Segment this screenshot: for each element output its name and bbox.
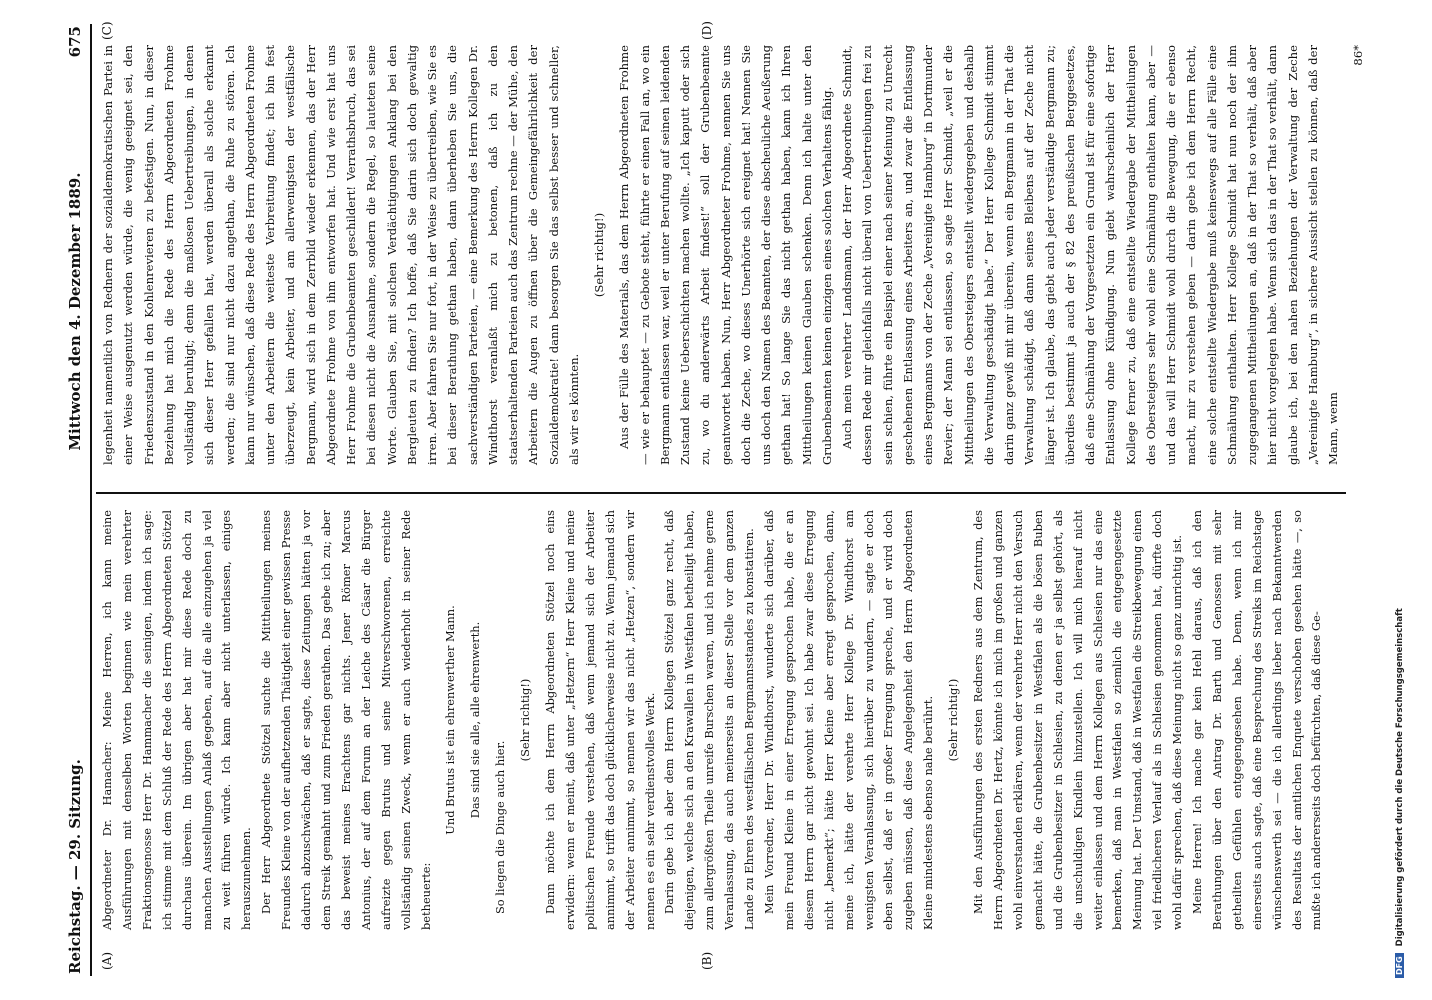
paragraph: Dann möchte ich dem Herrn Abgeordneten Stötzel noch eins erwidern: wenn er meint, daß unter „Hetzern“ Herr Kleine und meine politischen Freunde verstehen, daß wenn jemand sich der Arbeiter annimmt, so trifft das doch glücklicherweise nicht zu. Wenn jemand sich der Arbeiter annimmt, so nennen wir das nicht „Hetzen“, sondern wir nennen es ein sehr verdienstvolles Werk. <box>543 510 657 930</box>
column-divider <box>96 492 1346 494</box>
verse-line: Das sind sie alle, alle ehrenwerth. <box>468 621 483 819</box>
verse-line: Und Brutus ist ein ehrenwerther Mann. <box>443 605 458 835</box>
paragraph: Der Herr Abgeordnete Stötzel suchte die Mittheilungen meines Freundes Kleine von der aufhetzenden Thätigkeit einer gewissen Presse dadurch abzuschwächen, daß er sagte, diese Zeitungen hätten ja vor dem Streik gemahnt und zum Frieden gerathen. Das gebe ich zu; aber das beweist meines Erachtens gar nichts. Jener Römer Marcus Antonius, der auf dem Forum an der Leiche des Cäsar die Bürger aufreizte gegen Brutus und seine Mitverschworenen, erreichte vollständig seinen Zweck, wenn er auch wiederholt in seiner Rede betheuerte: <box>259 510 433 930</box>
paragraph: Mit den Ausführungen des ersten Redners aus dem Zentrum, des Herrn Abgeordneten Dr. Hertz, könnte ich mich im großen und ganzen wohl einverstanden erklären, wenn der verehrte Herr nicht den Versuch gemacht hätte, die Grubenbesitzer in Westfalen als die bösen Buben und die Grubenbesitzer in Schlesien, zu denen er ja selbst gehört, als die unschuldigen Kindlein hinzustellen. Ich will mich hierauf nicht weiter einlassen und dem Herrn Kollegen aus Schlesien nur das eine bemerken, daß man in Westfalen so ziemlich die entgegengesetzte Meinung hat. Der Umstand, daß in Westfalen die Streikbewegung einen viel friedlicheren Verlauf als in Schlesien genommen hat, dürfte doch wohl dafür sprechen, daß diese Meinung nicht so ganz unrichtig ist. <box>971 510 1185 930</box>
marker-d: (D) <box>700 21 714 40</box>
signature-mark: 86* <box>1351 45 1366 66</box>
right-column <box>98 45 1374 465</box>
digitization-text: Digitalisierung gefördert durch die Deutsche Forschungsgemeinschaft <box>1395 608 1405 947</box>
digitization-note <box>1395 18 1405 978</box>
page-number: 675 <box>66 26 84 58</box>
header-date: Mittwoch den 4. Dezember 1889. <box>66 172 84 451</box>
paragraph: So liegen die Dinge auch hier. <box>493 740 508 914</box>
paragraph: Mein Vorredner, Herr Dr. Windthorst, wunderte sich darüber, daß mein Freund Kleine in einer Erregung gesprochen habe, die er an diesem Herrn gar nicht gewohnt sei. Ich habe zwar diese Erregung nicht „bemerkt“; hätte Herr Kleine aber erregt gesprochen, dann, meine ich, hätte der verehrte Herr Kollege Dr. Windthorst am wenigsten Veranlassung, sich hierüber zu wundern, — sagte er doch eben selbst, daß er in großer Erregung spreche, und er wird doch zugeben müssen, daß diese Angelegenheit den Herrn Abgeordneten Kleine mindestens ebenso nahe berührt. <box>762 510 936 930</box>
paragraph: Auch mein verehrter Landsmann, der Herr Abgeordnete Schmidt, dessen Rede mir gleichfalls nicht überall von Uebertreibungen frei zu sein schien, führte ein Beispiel einer nach seiner Meinung zu Unrecht geschehenen Entlassung eines Arbeiters an, und zwar die Entlassung eines Bergmanns von der Zeche „Vereinigte Hamburg“ in Dortmunder Revier; der Mann sei entlassen, so sagte Herr Schmidt, „weil er die Mittheilungen des Obersteigers entstellt wiedergegeben und deshalb die Verwaltung geschädigt habe.“ Der Herr Kollege Schmidt stimmt darin ganz gewiß mit mir überein, wenn ein Bergmann in der That die Verwaltung schädigt, daß dann seines Bleibens auf der Zeche nicht länger ist. Ich glaube, das giebt auch jeder verständige Bergmann zu; überdies bestimmt ja auch der § 82 des preußischen Berggesetzes, daß eine Schmähung der Vorgesetzten ein Grund ist für eine sofortige Entlassung ohne Kündigung. Nun giebt wahrscheinlich der Herr Kollege ferner zu, daß eine entstellte Wiedergabe der Mittheilungen des Obersteigers sehr wohl eine Schmähung enthalten kann, aber — und das will Herr Schmidt wohl durch die Bewegung, die er ebenso macht, mir zu verstehen geben — darin gebe ich dem Herrn Recht, eine solche entstellte Wiedergabe muß keineswegs auf alle Fälle eine Schmähung enthalten. Herr Kollege Schmidt hat nun noch der ihm zugegangenen Mittheilungen an, daß in der That so verhält, daß aber hier nicht vorgelegen habe. Wenn sich das in der That so verhält, dann glaube ich, bei den nahen Beziehungen der Verwaltung der Zeche „Vereinigte Hamburg“, in sichere Aussicht stellen zu können, daß der Mann, wenn <box>840 45 1340 465</box>
paragraph: Darin gebe ich aber dem Herrn Kollegen Stötzel ganz recht, daß diejenigen, welche sich an den Krawallen in Westfalen betheiligt haben, zum allergrößten Theile unreife Burschen waren, und ich nehme gerne Veranlassung, das auch meinerseits an dieser Stelle vor dem ganzen Lande zu Ehren des westfälischen Bergmannsstandes zu konstatiren. <box>662 510 757 930</box>
left-column <box>98 510 1327 930</box>
header-right <box>66 26 84 451</box>
header-rule <box>90 24 92 976</box>
applause-note: (Sehr richtig!) <box>592 212 606 298</box>
marker-c: (C) <box>100 21 114 40</box>
applause-note: (Sehr richtig!) <box>946 678 961 762</box>
paragraph: Meine Herren! Ich mache gar kein Hehl daraus, daß ich den Berathungen über den Antrag Dr. Barth und Genossen mit sehr getheilten Gefühlen entgegengesehen habe. Denn, wenn ich mir einerseits auch sagte, daß eine Besprechung des Streiks im Reichstage wünschenswerth sei — die ich allerdings lieber nach Bekanntwerden des Resultats der amtlichen Enquete verschoben gesehen hätte —, so mußte ich andererseits doch befürchten, daß diese Ge- <box>1190 510 1324 930</box>
header-left: Reichstag. — 29. Sitzung. <box>66 759 84 974</box>
paragraph: Aus der Fülle des Materials, das dem Herrn Abgeordneten Frohme — wie er behauptet — zu Gebote steht, führte er einen Fall an, wo ein Bergmann entlassen war, weil er unter Berufung auf seinen leidenden Zustand keine Ueberschichten machen wollte. „Ich kaputt oder sich zu, wo du anderwärts Arbeit findest!“ soll der Grubenbeamte geantwortet haben. Nun, Herr Abgeordneter Frohme, nennen Sie uns doch die Zeche, wo dieses Unerhörte sich ereignet hat! Nennen Sie uns doch den Namen des Beamten, der diese abscheuliche Aeußerung gethan hat! So lange Sie das nicht gethan haben, kann ich Ihren Mittheilungen keinen Glauben schenken. Denn ich halte unter den Grubenbeamten keinen einzigen eines solchen Verhaltens fähig. <box>617 45 834 465</box>
page-header <box>66 26 88 974</box>
paragraph: Abgeordneter Dr. Hamacher: Meine Herren, ich kann meine Ausführungen mit denselben Worten beginnen wie mein verehrter Fraktionsgenosse Herr Dr. Hammacher die seinigen, indem ich sage: ich stimme mit dem Schluß der Rede des Herrn Abgeordneten Stötzel durchaus überein. Im übrigen aber hat mir diese Rede doch zu manchen Ausstellungen Anlaß gegeben, auf die alle einzugehen ja viel zu weit führen würde. Ich kann aber nicht unterlassen, einiges herauszunehmen. <box>100 510 254 930</box>
marker-a: (A) <box>100 951 114 970</box>
marker-b: (B) <box>700 951 714 970</box>
paragraph: legenheit namentlich von Rednern der sozialdemokratischen Partei in einer Weise ausgenutzt werden würde, die wenig geeignet sei, den Friedenszustand in den Kohlenrevieren zu befestigen. Nun, in dieser Beziehung hat mich die Rede des Herrn Abgeordneten Frohme vollständig beruhigt; denn die maßlosen Uebertreibungen, in denen sich dieser Herr gefallen hat, werden überall als solche erkannt werden; die sind nur nicht dazu angethan, die Ruhe zu stören. Ich kann nur wünschen, daß diese Rede des Herrn Abgeordneten Frohme unter den Arbeitern die weiteste Verbreitung findet; ich bin fest überzeugt, kein Arbeiter, und am allerwenigsten der westfälische Bergmann, wird sich in dem Zerrbild wieder erkennen, das der Herr Abgeordnete Frohme von ihm entworfen hat. Und wie erst hat uns Herr Frohme die Grubenbeamten geschildert! Verrathsbruch, das sei bei diesen nicht die Ausnahme, sondern die Regel, so lauteten seine Worte. Glauben Sie, mit solchen Verdächtigungen Anklang bei den Bergleuten zu finden? Ich hoffe, daß Sie darin sich doch gewaltig irren. Aber fahren Sie nur fort, in der Weise zu übertreiben, wie Sie es bei dieser Berathung gethan haben, dann überheben Sie uns, die sachverständigen Parteien, — eine Bemerkung des Herrn Kollegen Dr. Windthorst veranlaßt mich zu betonen, daß ich zu den staatserhaltenden Parteien auch das Zentrum rechne — der Mühe, den Arbeitern die Augen zu öffnen über die Gemeingefährlichkeit der Sozialdemokratie! dann besorgen Sie das selbst besser und schneller, als wir es könnten. <box>101 45 581 465</box>
dfg-logo: DFG <box>1395 953 1404 978</box>
applause-note: (Sehr richtig!) <box>518 678 533 762</box>
